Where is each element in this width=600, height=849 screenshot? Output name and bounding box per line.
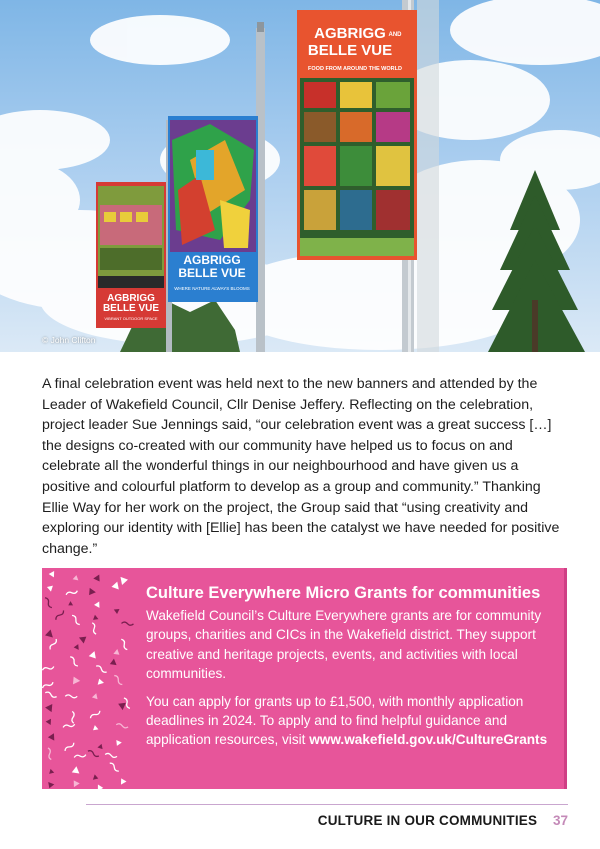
page-footer bbox=[318, 813, 568, 828]
banner2-line2: BELLE VUE bbox=[178, 266, 246, 280]
grant-content bbox=[146, 582, 558, 750]
banner3-line1: AGBRIGG bbox=[107, 293, 155, 304]
banner2-subtitle: WHERE NATURE ALWAYS BLOOMS bbox=[174, 286, 250, 291]
photo-scene bbox=[0, 0, 600, 352]
banner-photo bbox=[0, 0, 600, 352]
banner1-and: AND bbox=[388, 32, 402, 38]
article-paragraph: A final celebration event was held next to the new banners and attended by the Leader of Wakefield Council, Cllr Denise Jeffery. Reflecting on the celebration, project leader Sue Jennings said, “our celebration event was a great success […] the designs co-created with our community have helped us to focus on and celebrate all the wonderful things in our neighbourhood and have given us a positive and colourful platform to develop as a group and community.” Thanking Ellie Way for her work on the project, the Group said that “using creativity and exploring our identity with [Ellie] has been the catalyst we have needed for positive change.” bbox=[42, 376, 560, 557]
banner1-line2: BELLE VUE bbox=[307, 42, 393, 59]
grant-title: Culture Everywhere Micro Grants for communities bbox=[146, 584, 541, 602]
decorative-pattern bbox=[42, 568, 138, 789]
section-label: CULTURE IN OUR COMMUNITIES bbox=[317, 813, 538, 828]
page-number: 37 bbox=[552, 813, 568, 828]
grant-paragraph-1: Wakefield Council’s Culture Everywhere grants are for community groups, charities and CICs in the Wakefield district. They support creative and heritage projects, events, and activities with local communities. bbox=[146, 608, 542, 682]
banner1-subtitle: FOOD FROM AROUND THE WORLD bbox=[308, 66, 402, 72]
banner1-line1: AGBRIGG bbox=[314, 25, 386, 42]
banner3-line2: BELLE VUE bbox=[102, 303, 160, 314]
banner3-subtitle: VIBRANT OUTDOOR SPACE bbox=[104, 316, 158, 321]
grant-info-box bbox=[42, 568, 567, 789]
box-edge-strip bbox=[564, 568, 567, 789]
grant-paragraph-2-text: You can apply for grants up to £1,500, with monthly application deadlines in 2024. To apply and to find helpful guidance and application resources, visit bbox=[146, 693, 524, 748]
footer-divider bbox=[86, 804, 568, 805]
photo-credit: © John Clifton bbox=[42, 335, 96, 345]
banner2-line1: AGBRIGG bbox=[183, 253, 241, 267]
culture-grants-link[interactable]: www.wakefield.gov.uk/CultureGrants bbox=[309, 732, 548, 748]
grant-paragraph-2 bbox=[146, 692, 558, 750]
